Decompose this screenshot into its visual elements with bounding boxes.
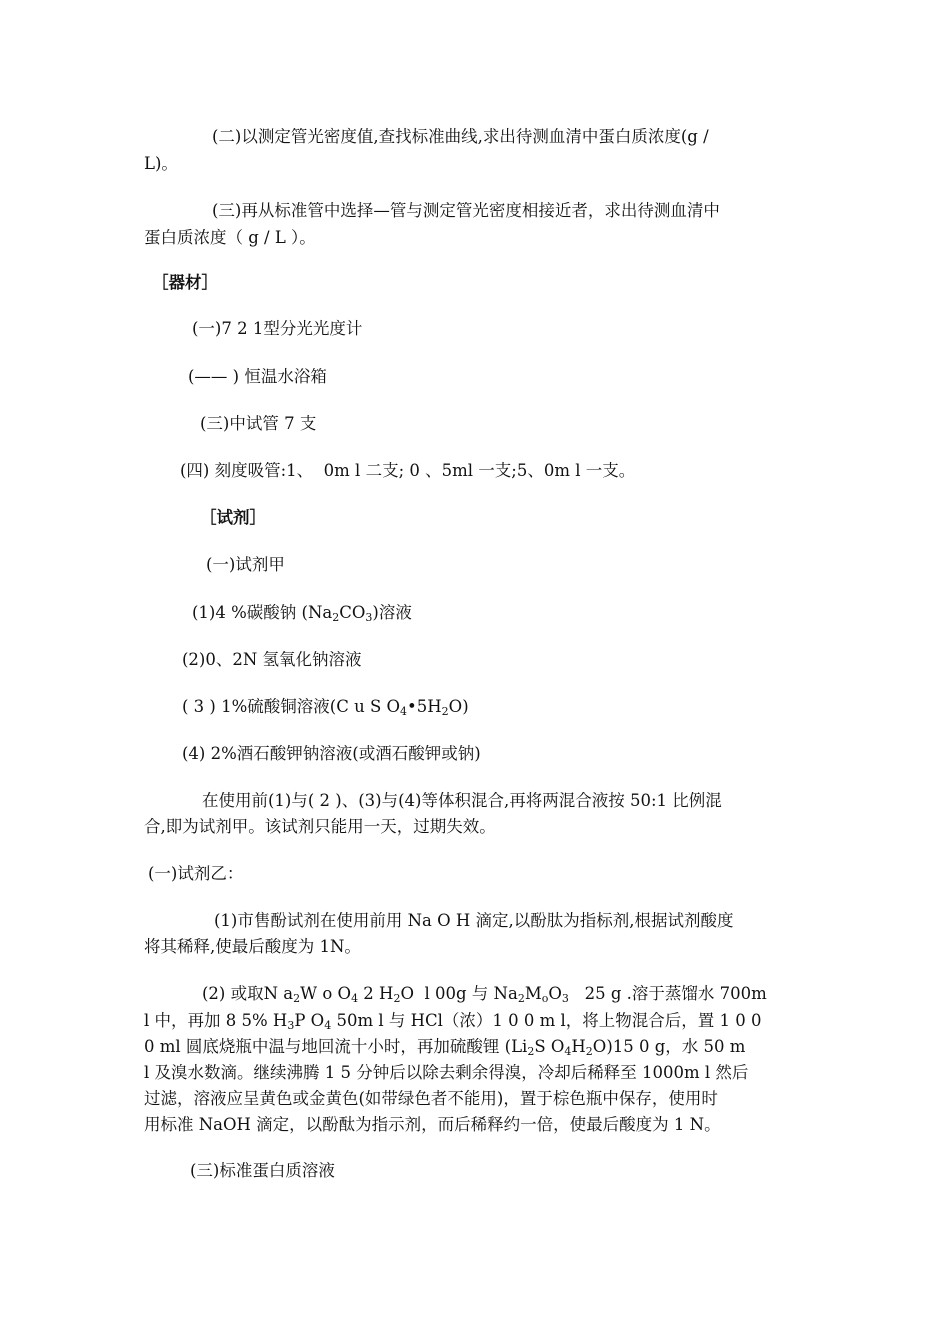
paragraph-line: 蛋白质浓度（ g / L ）。	[144, 228, 316, 247]
paragraph-line: l 及溴水数滴。继续沸腾 1 5 分钟后以除去剩余得溴，冷却后稀释至 1000m l 然后	[144, 1063, 749, 1082]
paragraph-line: 合,即为试剂甲。该试剂只能用一天，过期失效。	[144, 817, 496, 836]
paragraph-line: (二)以测定管光密度值,查找标准曲线,求出待测血清中蛋白质浓度(g /	[212, 127, 709, 146]
paragraph-line: 将其稀释,使最后酸度为 1N。	[144, 937, 361, 956]
paragraph-line: (三)再从标准管中选择—管与测定管光密度相接近者，求出待测血清中	[212, 201, 720, 220]
list-item: (三)标准蛋白质溶液	[190, 1161, 335, 1180]
list-item: (一)试剂乙：	[148, 864, 244, 883]
section-heading-equipment: ［器材］	[152, 273, 218, 292]
list-item: ( 3 ) 1%硫酸铜溶液(C u S $O_4•5H_2O$)	[182, 697, 469, 718]
paragraph-line: 用标准 NaOH 滴定，以酚酞为指示剂，而后稀释约一倍，使最后酸度为 1 N。	[144, 1115, 721, 1134]
paragraph-line: 在使用前(1)与( 2 )、(3)与(4)等体积混合,再将两混合液按 50:1 比例混	[202, 791, 722, 810]
list-item: (四) 刻度吸管:1、 0m l 二支; 0 、5ml 一支;5、0m l 一支。	[180, 461, 636, 480]
paragraph-line: (2) 或取N $a_2W$ o $O_4$ 2 $H_2O$ l 00g 与 $Na_2M_oO_3$ 25 g .溶于蒸馏水 700m	[202, 984, 767, 1005]
paragraph-line: L)。	[144, 154, 178, 173]
paragraph-line: l 中，再加 8 5% $H_3P$ $O_4$ 50m l 与 HCl（浓）1 0 0 m l，将上物混合后，置 1 0 0	[144, 1011, 762, 1032]
list-item: (一)7 2 1型分光光度计	[192, 319, 363, 338]
list-item: (2)0、2N 氢氧化钠溶液	[182, 650, 362, 669]
list-item: (—— ) 恒温水浴箱	[188, 367, 327, 386]
list-item: (1)4 %碳酸钠 $(Na_2CO_3)$溶液	[192, 603, 412, 624]
paragraph-line: 过滤，溶液应呈黄色或金黄色(如带绿色者不能用)，置于棕色瓶中保存，使用时	[144, 1089, 718, 1108]
list-item: (三)中试管 7 支	[200, 414, 317, 433]
paragraph-line: 0 ml 圆底烧瓶中温与地回流十小时，再加硫酸锂 ($Li_2S$ $O_4H_2O)15$ 0 g，水 50 m	[144, 1037, 746, 1058]
list-item: (一)试剂甲	[206, 555, 285, 574]
paragraph-line: (1)市售酚试剂在使用前用 Na O H 滴定,以酚肽为指标剂,根据试剂酸度	[214, 911, 734, 930]
list-item: (4) 2%酒石酸钾钠溶液(或酒石酸钾或钠)	[182, 744, 481, 763]
section-heading-reagents: ［试剂］	[200, 508, 266, 527]
